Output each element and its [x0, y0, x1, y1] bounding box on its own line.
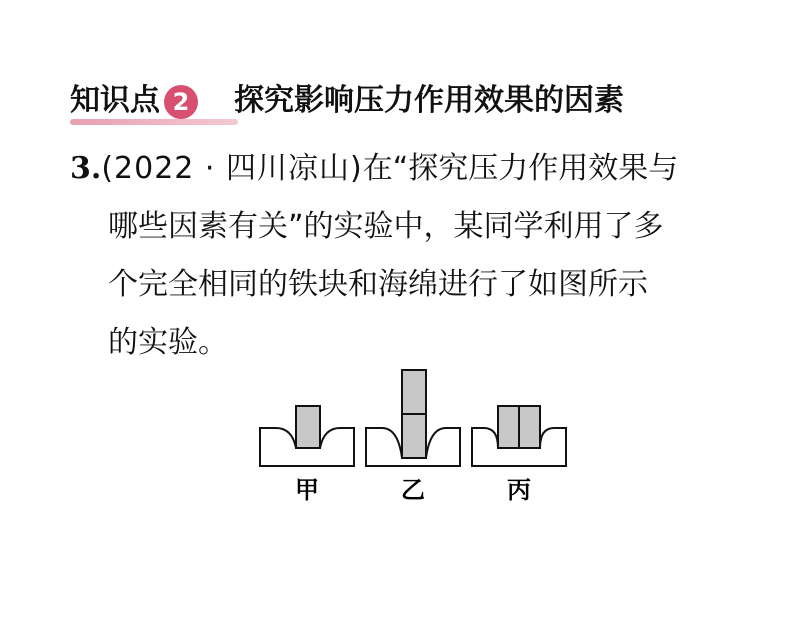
- iron-block-jia: [296, 406, 320, 448]
- iron-block-yi-bottom: [402, 414, 426, 458]
- question-source: (2022 · 四川凉山): [101, 151, 363, 186]
- question-line-2: 哪些因素有关”的实验中，某同学利用了多: [108, 209, 664, 244]
- knowledge-point-label: [70, 75, 198, 119]
- caption-bing: 丙: [507, 476, 531, 502]
- experiment-figure: [258, 366, 573, 502]
- setup-jia: [260, 406, 354, 466]
- experiment-diagram: [258, 366, 573, 502]
- question-line-1: [70, 140, 730, 198]
- question-line-3: 个完全相同的铁块和海绵进行了如图所示: [108, 267, 648, 302]
- question-text: [70, 140, 730, 372]
- knowledge-point-underline: [70, 119, 238, 125]
- knowledge-point-text: 知识点: [70, 83, 160, 118]
- question-number: 3.: [70, 151, 102, 186]
- iron-block-bing-left: [498, 406, 519, 448]
- question-line-1-text: 在“探究压力作用效果与: [362, 151, 679, 186]
- iron-block-yi-top: [402, 370, 426, 414]
- knowledge-point-badge: 2: [164, 85, 198, 119]
- caption-jia: 甲: [295, 476, 319, 502]
- knowledge-point-heading: [70, 72, 624, 122]
- iron-block-bing-right: [519, 406, 540, 448]
- question-line-4: 的实验。: [108, 325, 228, 360]
- setup-bing: [472, 406, 566, 466]
- heading-title: 探究影响压力作用效果的因素: [234, 83, 624, 118]
- caption-yi: 乙: [401, 476, 425, 502]
- setup-yi: [366, 370, 460, 466]
